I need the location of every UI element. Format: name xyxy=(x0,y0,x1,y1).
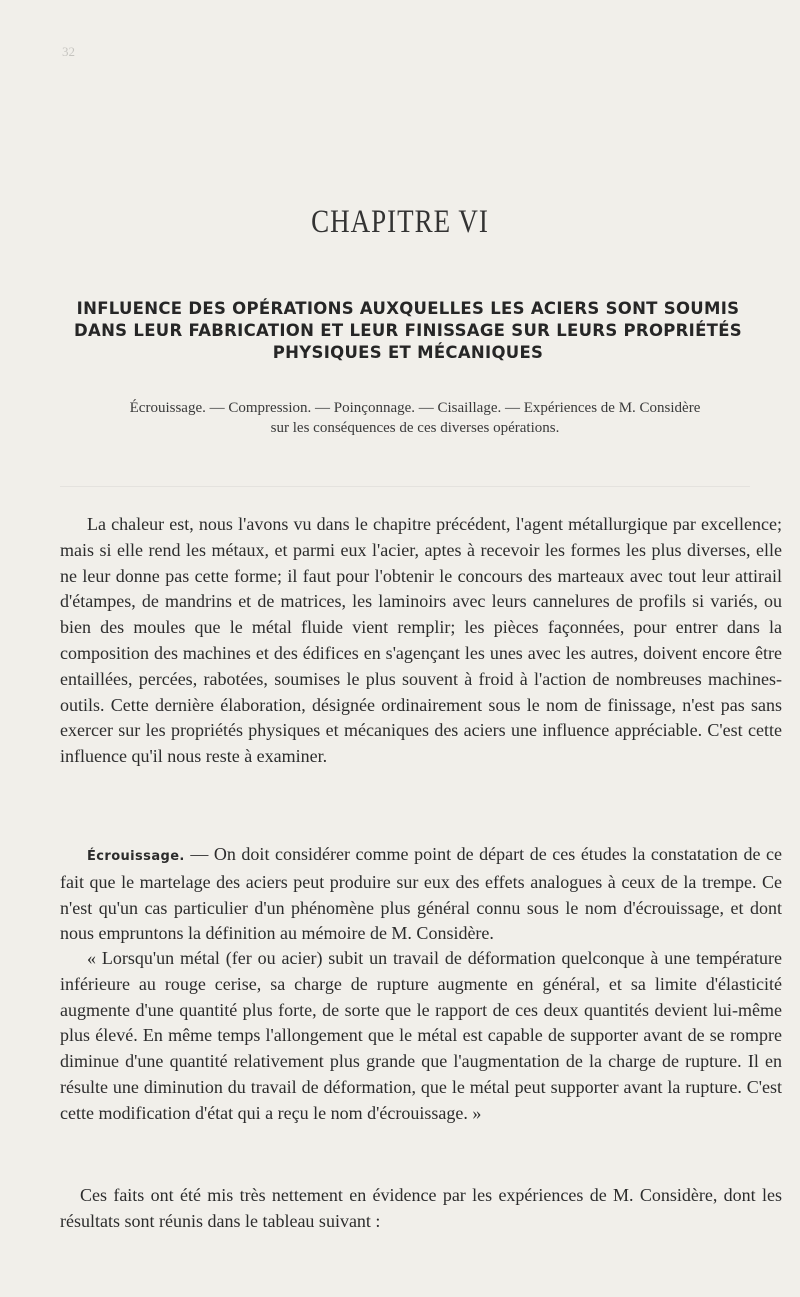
chapter-title: CHAPITRE VI xyxy=(311,202,489,240)
paragraph-quotation: « Lorsqu'un métal (fer ou acier) subit un travail de déformation quelconque à une température inférieure au rouge cerise, sa charge de rupture augmente en général, et sa limite d'élasticité augmente d'une quantité plus forte, de sorte que le rapport de ces deux quantités devient lui-même plus élevé. En même temps l'allongement que le métal est capable de supporter avant de se rompre diminue d'une quantité relativement plus grande que l'augmentation de la charge de rupture. Il en résulte une diminution du travail de déformation, que le métal peut supporter avant la rupture. C'est cette modification d'état qui a reçu le nom d'écrouissage. » xyxy=(60,948,782,1123)
paragraph-ecrouissage xyxy=(60,842,782,947)
section-title xyxy=(58,298,758,364)
summary-line-1: Écrouissage. — Compression. — Poinçonnage. — Cisaillage. — Expériences de M. Considère xyxy=(129,400,701,416)
page-number-bleed: 32 xyxy=(62,44,75,59)
run-in-heading: Écrouissage. xyxy=(87,849,185,864)
paragraph-ecrouissage-body: — On doit considérer comme point de départ de ces études la constatation de ce fait que le martelage des aciers peut produire sur eux des effets analogues à ceux de la trempe. Ce n'est qu'un cas particulier d'un phénomène plus général connu sous le nom d'écrouissage, et dont nous empruntons la définition au mémoire de M. Considère. xyxy=(60,844,782,944)
bleed-through-rule xyxy=(60,486,750,487)
section-title-line-3: PHYSIQUES ET MÉCANIQUES xyxy=(272,343,544,362)
chapter-summary xyxy=(95,398,735,438)
summary-line-2: sur les conséquences de ces diverses opérations. xyxy=(270,420,560,436)
paragraph-introduction: La chaleur est, nous l'avons vu dans le chapitre précédent, l'agent métallurgique par excellence; mais si elle rend les métaux, et parmi eux l'acier, aptes à recevoir les formes les plus diverses, elle ne leur donne pas cette forme; il faut pour l'obtenir le concours des marteaux avec tout leur attirail d'étampes, de mandrins et de matrices, les laminoirs avec leurs cannelures de profils si variés, ou bien des moules que le métal fluide vient remplir; les pièces façonnées, pour entrer dans la composition des machines et des édifices en s'agençant les unes avec les autres, doivent encore être entaillées, percées, rabotées, soumises le plus souvent à froid à l'action de nombreuses machines-outils. Cette dernière élaboration, désignée ordinairement sous le nom de finissage, n'est pas sans exercer sur les propriétés physiques et mécaniques des aciers une influence appréciable. C'est cette influence qu'il nous reste à examiner. xyxy=(60,514,782,767)
paragraph-experiments: Ces faits ont été mis très nettement en évidence par les expériences de M. Considère, dont les résultats sont réunis dans le tableau suivant : xyxy=(60,1185,782,1231)
section-title-line-2: DANS LEUR FABRICATION ET LEUR FINISSAGE SUR LEURS PROPRIÉTÉS xyxy=(74,321,742,340)
section-title-line-1: INFLUENCE DES OPÉRATIONS AUXQUELLES LES ACIERS SONT SOUMIS xyxy=(76,299,740,318)
